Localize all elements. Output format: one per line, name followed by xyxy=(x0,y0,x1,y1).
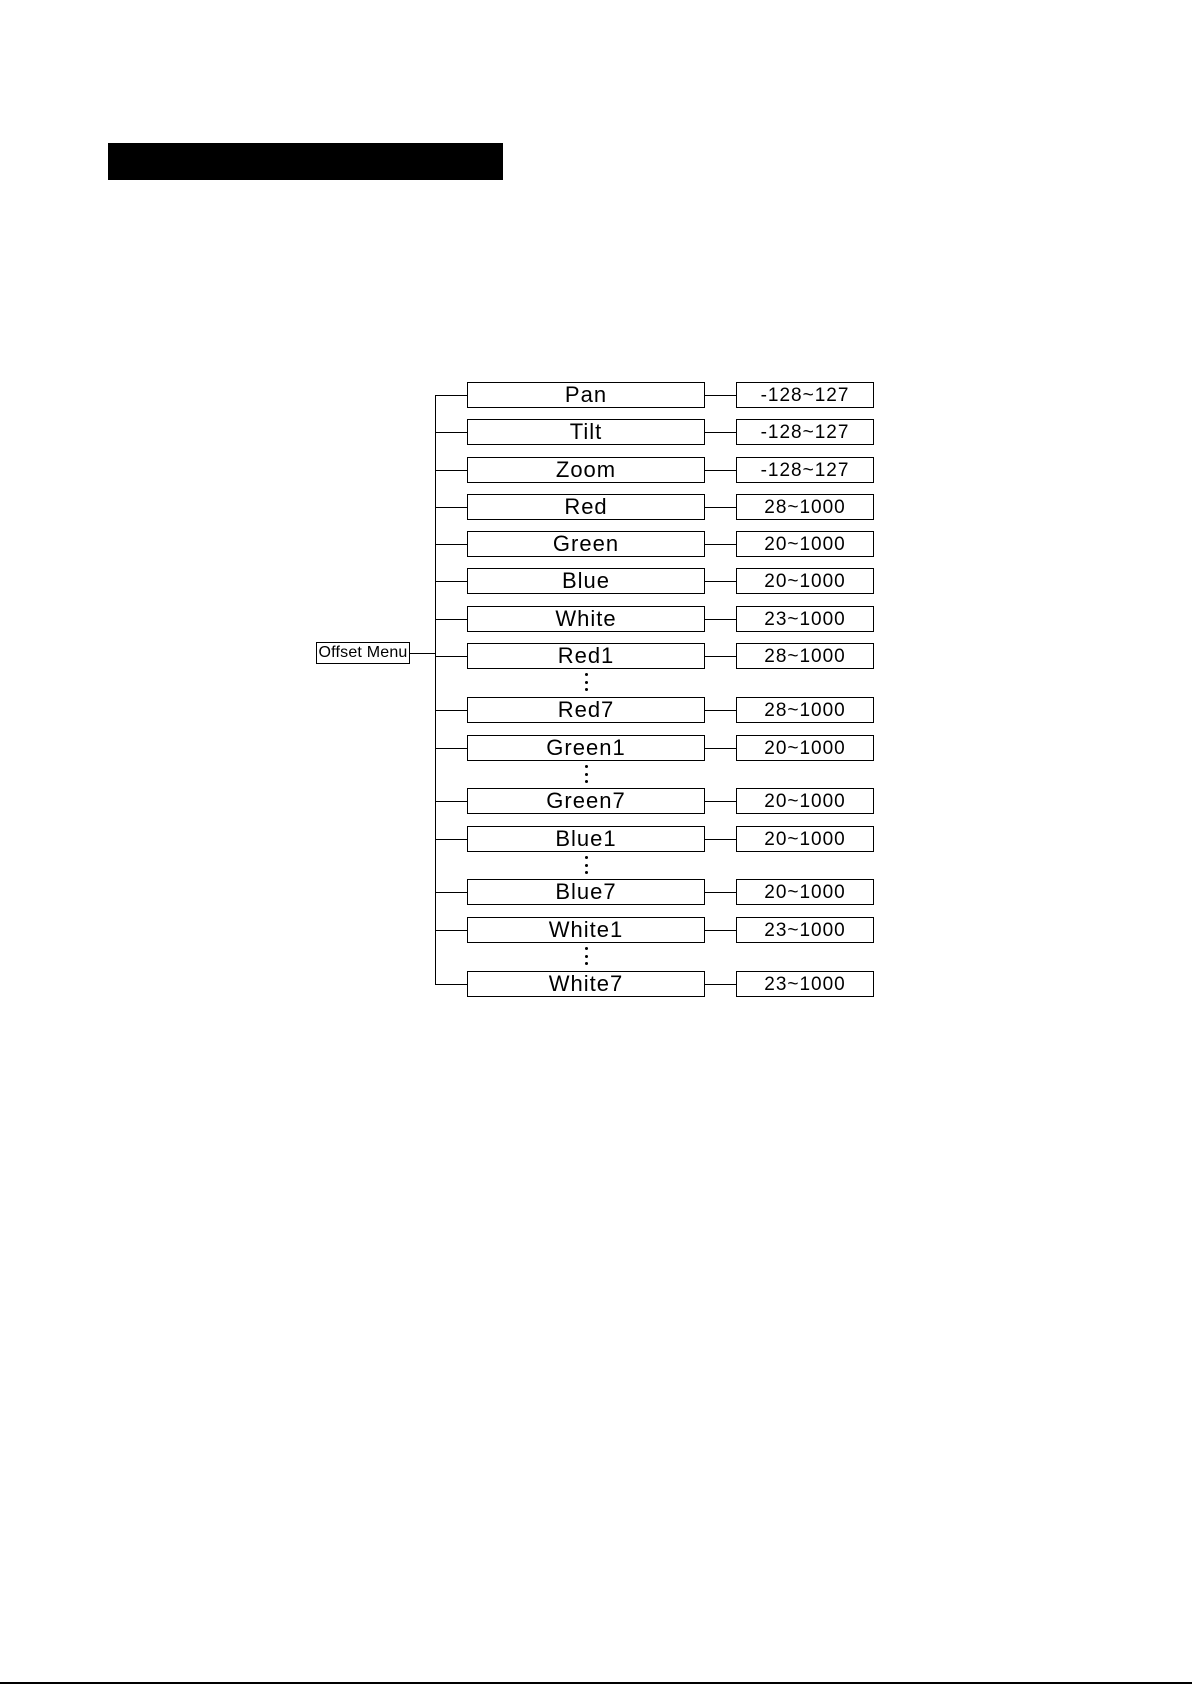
range-value-label: -128~127 xyxy=(760,459,850,481)
range-connector xyxy=(705,470,736,471)
branch-connector xyxy=(435,619,467,620)
branch-connector xyxy=(435,984,467,985)
menu-item-label: Blue xyxy=(561,568,611,593)
menu-item-box xyxy=(467,457,705,483)
range-connector xyxy=(705,581,736,582)
menu-item-box xyxy=(467,419,705,445)
range-value-box xyxy=(736,382,874,408)
range-value-label: 28~1000 xyxy=(764,699,846,721)
menu-item-box xyxy=(467,826,705,852)
menu-item-label: Red1 xyxy=(557,643,615,668)
branch-connector xyxy=(435,432,467,433)
menu-item-box xyxy=(467,643,705,669)
menu-item-box xyxy=(467,971,705,997)
range-connector xyxy=(705,395,736,396)
range-value-label: 23~1000 xyxy=(764,919,846,941)
branch-connector xyxy=(435,656,467,657)
range-value-label: 20~1000 xyxy=(764,570,846,592)
branch-connector xyxy=(435,544,467,545)
branch-connector xyxy=(435,507,467,508)
menu-item-label: Green7 xyxy=(546,788,626,813)
range-value-box xyxy=(736,419,874,445)
menu-item-label: Tilt xyxy=(569,419,603,444)
range-value-label: 28~1000 xyxy=(764,645,846,667)
menu-item-label: Red xyxy=(564,494,608,519)
vertical-ellipsis-icon xyxy=(583,856,589,874)
menu-item-label: White1 xyxy=(548,917,624,942)
range-connector xyxy=(705,892,736,893)
range-connector xyxy=(705,656,736,657)
range-value-box xyxy=(736,697,874,723)
range-value-label: 20~1000 xyxy=(764,737,846,759)
range-connector xyxy=(705,984,736,985)
menu-item-label: White xyxy=(555,606,617,631)
range-value-box xyxy=(736,531,874,557)
range-value-box xyxy=(736,494,874,520)
range-value-label: 20~1000 xyxy=(764,881,846,903)
branch-connector xyxy=(435,892,467,893)
menu-item-box xyxy=(467,788,705,814)
range-connector xyxy=(705,619,736,620)
menu-item-label: Zoom xyxy=(555,457,617,482)
menu-item-label: Blue7 xyxy=(555,879,617,904)
range-value-label: 20~1000 xyxy=(764,828,846,850)
menu-item-label: Red7 xyxy=(557,697,615,722)
vertical-ellipsis-icon xyxy=(583,673,589,691)
menu-item-box xyxy=(467,382,705,408)
menu-item-box xyxy=(467,606,705,632)
range-value-label: 23~1000 xyxy=(764,973,846,995)
branch-connector xyxy=(435,801,467,802)
page-bottom-rule xyxy=(0,1682,1192,1684)
menu-item-label: Blue1 xyxy=(555,826,617,851)
range-value-box xyxy=(736,879,874,905)
range-value-box xyxy=(736,735,874,761)
range-connector xyxy=(705,801,736,802)
branch-connector xyxy=(435,748,467,749)
range-value-box xyxy=(736,971,874,997)
range-value-label: 23~1000 xyxy=(764,608,846,630)
range-value-box xyxy=(736,643,874,669)
branch-connector xyxy=(435,710,467,711)
menu-item-box xyxy=(467,735,705,761)
range-value-label: 20~1000 xyxy=(764,533,846,555)
menu-item-label: Green xyxy=(552,531,620,556)
menu-item-label: Pan xyxy=(564,382,608,407)
menu-item-box xyxy=(467,879,705,905)
range-value-box xyxy=(736,457,874,483)
menu-item-box xyxy=(467,568,705,594)
vertical-ellipsis-icon xyxy=(583,947,589,965)
range-value-label: -128~127 xyxy=(760,384,850,406)
range-connector xyxy=(705,930,736,931)
range-value-label: -128~127 xyxy=(760,421,850,443)
offset-menu-root-box xyxy=(316,642,410,664)
menu-item-box xyxy=(467,917,705,943)
range-value-label: 20~1000 xyxy=(764,790,846,812)
branch-connector xyxy=(435,930,467,931)
branch-connector xyxy=(435,395,467,396)
range-value-box xyxy=(736,788,874,814)
range-connector xyxy=(705,710,736,711)
branch-connector xyxy=(435,839,467,840)
branch-connector xyxy=(435,581,467,582)
offset-menu-root-label: Offset Menu xyxy=(318,644,408,661)
range-connector xyxy=(705,839,736,840)
vertical-ellipsis-icon xyxy=(583,765,589,783)
range-value-box xyxy=(736,917,874,943)
range-connector xyxy=(705,432,736,433)
menu-item-box xyxy=(467,697,705,723)
connector-trunk xyxy=(435,395,436,985)
range-connector xyxy=(705,748,736,749)
menu-item-label: Green1 xyxy=(546,735,626,760)
range-value-label: 28~1000 xyxy=(764,496,846,518)
menu-item-box xyxy=(467,494,705,520)
range-value-box xyxy=(736,606,874,632)
range-connector xyxy=(705,507,736,508)
menu-item-box xyxy=(467,531,705,557)
range-value-box xyxy=(736,568,874,594)
range-value-box xyxy=(736,826,874,852)
root-connector xyxy=(410,653,435,654)
branch-connector xyxy=(435,470,467,471)
menu-item-label: White7 xyxy=(548,971,624,996)
range-connector xyxy=(705,544,736,545)
